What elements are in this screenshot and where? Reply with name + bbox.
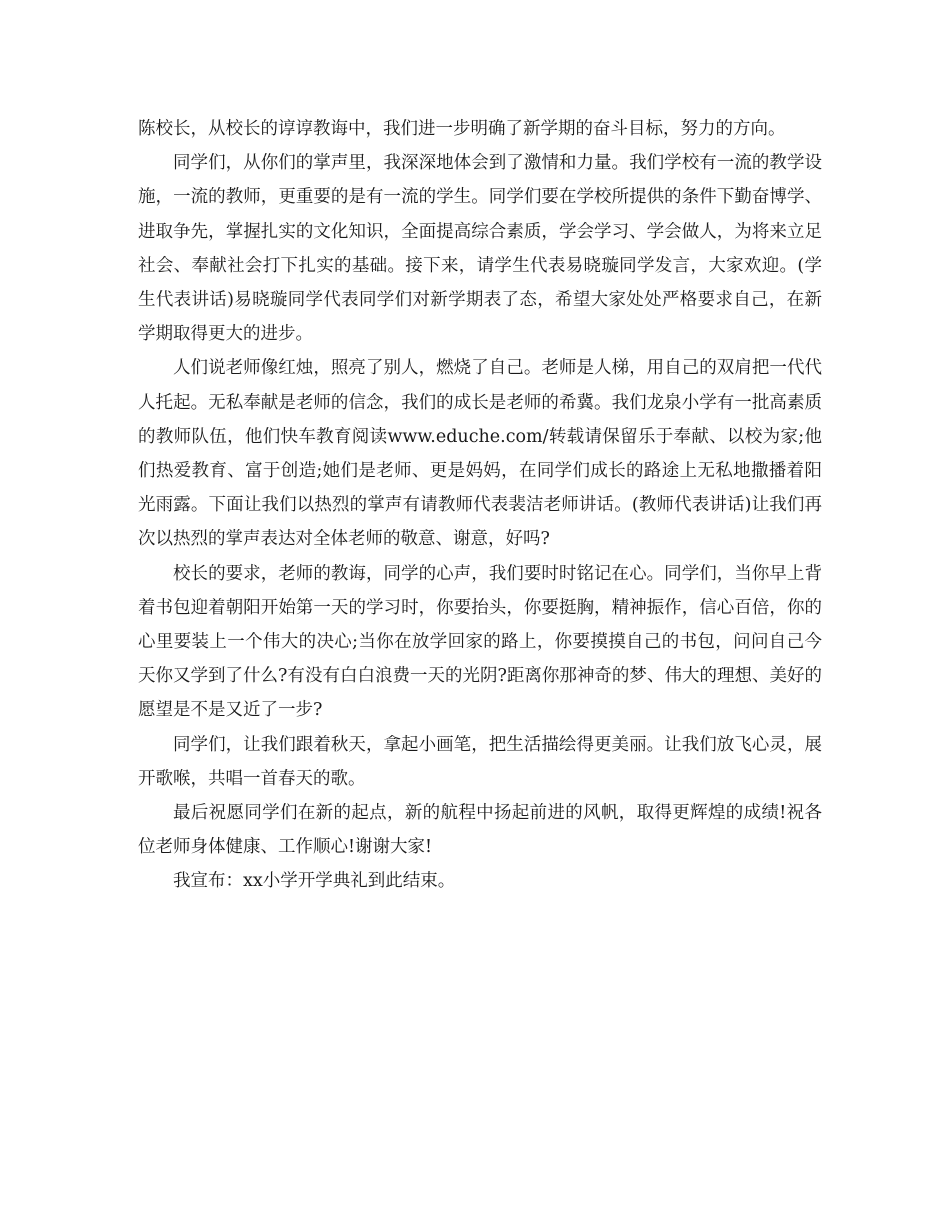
paragraph-continuation: 陈校长，从校长的谆谆教诲中，我们进一步明确了新学期的奋斗目标，努力的方向。 [138, 119, 786, 139]
paragraph: 校长的要求，老师的教诲，同学的心声，我们要时时铭记在心。同学们，当你早上背着书包迎着朝阳开始第一天的学习时，你要抬头，你要挺胸，精神振作，信心百倍，你的心里要装上一个伟大的决心;当你在放学回家的路上，你要摸摸自己的书包，问问自己今天你又学到了什么?有没有白白浪费一天的光阴?距离你那神奇的梦、伟大的理想、美好的愿望是不是又近了一步? [138, 563, 822, 721]
paragraph: 同学们，从你们的掌声里，我深深地体会到了激情和力量。我们学校有一流的教学设施，一流的教师，更重要的是有一流的学生。同学们要在学校所提供的条件下勤奋博学、进取争先，掌握扎实的文化知识，全面提高综合素质，学会学习、学会做人，为将来立足社会、奉献社会打下扎实的基础。接下来，请学生代表易晓璇同学发言，大家欢迎。(学生代表讲话)易晓璇同学代表同学们对新学期表了态，希望大家处处严格要求自己，在新学期取得更大的进步。 [138, 153, 822, 345]
document-body [138, 112, 822, 899]
closing-announcement: 我宣布：xx小学开学典礼到此结束。 [173, 871, 456, 892]
paragraph: 人们说老师像红烛，照亮了别人，燃烧了自己。老师是人梯，用自己的双肩把一代代人托起。无私奉献是老师的信念，我们的成长是老师的希冀。我们龙泉小学有一批高素质的教师队伍，他们快车教育阅读www.educhе.com/转载请保留乐于奉献、以校为家;他们热爱教育、富于创造;她们是老师、更是妈妈，在同学们成长的路途上无私地撒播着阳光雨露。下面让我们以热烈的掌声有请教师代表裴洁老师讲话。(教师代表讲话)让我们再次以热烈的掌声表达对全体老师的敬意、谢意，好吗? [138, 358, 822, 550]
paragraph: 最后祝愿同学们在新的起点，新的航程中扬起前进的风帆，取得更辉煌的成绩!祝各位老师身体健康、工作顺心!谢谢大家! [138, 803, 822, 858]
paragraph: 同学们，让我们跟着秋天，拿起小画笔，把生活描绘得更美丽。让我们放飞心灵，展开歌喉，共唱一首春天的歌。 [138, 734, 822, 789]
